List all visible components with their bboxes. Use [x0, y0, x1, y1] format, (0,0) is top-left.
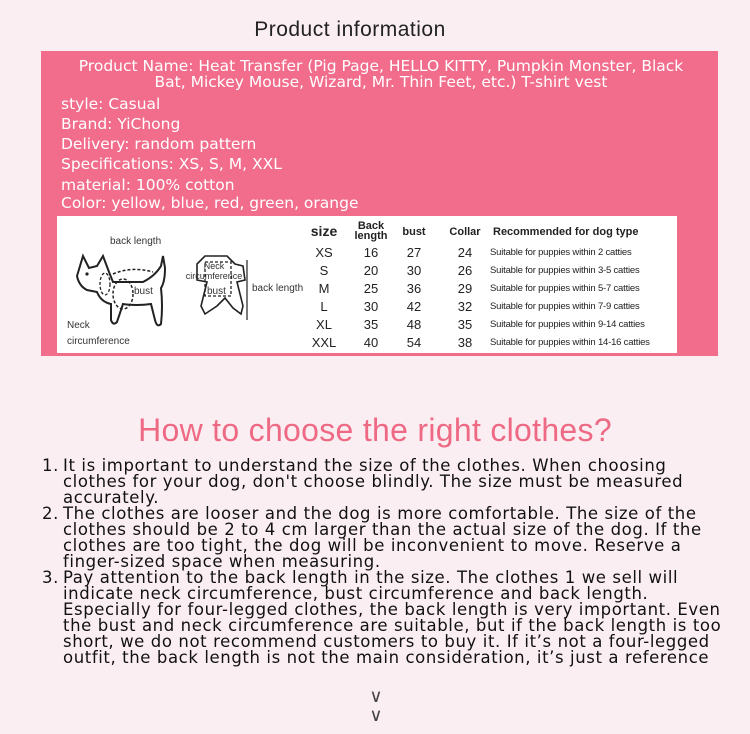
row-m-rec: Suitable for puppies within 5-7 catties: [490, 283, 640, 294]
row-s-back: 20: [363, 263, 379, 278]
row-xxl-bust: 54: [406, 335, 422, 350]
guide-item-3: [42, 570, 732, 666]
row-xs-bust: 27: [406, 245, 422, 260]
row-xxl-collar: 38: [457, 335, 473, 350]
header-collar: Collar: [449, 226, 481, 238]
bust-label: bust: [134, 286, 153, 297]
shirt-back-length-label: back length: [252, 283, 304, 294]
product-name: Product Name: Heat Transfer (Pig Page, HELLO KITTY, Pumpkin Monster, Black Bat, Mickey Mouse, Wizard, Mr. Thin Feet, etc.) T-shirt vest: [78, 57, 684, 91]
material-line: material: 100% cotton: [61, 176, 235, 194]
row-l-bust: 42: [406, 299, 422, 314]
shirt-bust-label: bust: [207, 286, 226, 297]
row-l-collar: 32: [457, 299, 473, 314]
row-xl-back: 35: [363, 317, 379, 332]
chevron-down-icon-2: ∨: [369, 705, 383, 726]
back-length-label: back length: [110, 236, 162, 247]
measurement-diagram: [57, 216, 317, 353]
specifications-line: Specifications: XS, S, M, XXL: [61, 155, 282, 173]
row-xs-rec: Suitable for puppies within 2 catties: [490, 247, 632, 258]
header-back-word: Back: [357, 220, 385, 232]
guide-item-3-number: 3.: [42, 568, 59, 587]
delivery-line: Delivery: random pattern: [61, 135, 257, 153]
neck-circumference-label: Neck circumference: [185, 261, 243, 281]
size-chart: [57, 216, 677, 353]
guide-item-1: [42, 458, 732, 506]
row-s-size: S: [319, 263, 329, 278]
row-m-back: 25: [363, 281, 379, 296]
row-xs-back: 16: [363, 245, 379, 260]
row-l-size: L: [320, 299, 328, 314]
style-line: style: Casual: [61, 95, 161, 113]
row-l-back: 30: [363, 299, 379, 314]
row-s-collar: 26: [457, 263, 473, 278]
row-s-rec: Suitable for puppies within 3-5 catties: [490, 265, 640, 276]
row-l-rec: Suitable for puppies within 7-9 catties: [490, 301, 640, 312]
row-xxl-back: 40: [363, 335, 379, 350]
row-xl-bust: 48: [406, 317, 422, 332]
row-xl-collar: 35: [457, 317, 473, 332]
color-line: Color: yellow, blue, red, green, orange: [61, 194, 359, 212]
size-table: [307, 220, 677, 350]
header-length-word: length: [354, 230, 388, 242]
header-recommended: Recommended for dog type: [493, 226, 639, 238]
row-s-bust: 30: [406, 263, 422, 278]
guide-item-2-text: The clothes are looser and the dog is more comfortable. The size of the clothes should be 2 to 4 cm larger than the actual size of the dog. If the clothes are too tight, the dog will be inconvenient to move. Reserve a finger-sized space when measuring.: [63, 504, 702, 571]
row-m-size: M: [318, 281, 330, 296]
guide-item-2-number: 2.: [42, 504, 59, 523]
row-xxl-rec: Suitable for puppies within 14-16 catties: [490, 337, 650, 348]
guide-item-1-number: 1.: [42, 456, 59, 475]
guide-item-3-text: Pay attention to the back length in the size. The clothes 1 we sell will indicate neck circumference, bust circumference and back length. Especially for four-legged clothes, the back length is very important. Even the bust and neck circumference are suitable, but if the back length is too short, we do not recommend customers to buy it. If it’s not a four-legged outfit, the back length is not the main consideration, it’s just a reference: [63, 568, 722, 667]
row-m-bust: 36: [406, 281, 422, 296]
row-m-collar: 29: [457, 281, 473, 296]
row-xs-collar: 24: [457, 245, 473, 260]
header-back-length: [351, 221, 391, 241]
header-size: size: [310, 223, 338, 239]
guide-item-2: [42, 506, 732, 570]
header-bust: bust: [402, 226, 426, 238]
chevron-down-icon: ∨: [369, 686, 383, 707]
guide-heading: How to choose the right clothes?: [138, 412, 612, 448]
row-xxl-size: XXL: [311, 335, 337, 350]
guide-item-1-text: It is important to understand the size of the clothes. When choosing clothes for your dog, don't choose blindly. The size must be measured accurately.: [63, 456, 684, 507]
row-xl-rec: Suitable for puppies within 9-14 catties: [490, 319, 645, 330]
page-title: Product information: [254, 18, 446, 41]
circumference-label: circumference: [67, 336, 130, 347]
neck-label: Neck: [67, 320, 90, 331]
product-info-panel: [41, 51, 718, 356]
row-xs-size: XS: [315, 245, 333, 260]
brand-line: Brand: YiChong: [61, 115, 181, 133]
row-xl-size: XL: [316, 317, 332, 332]
